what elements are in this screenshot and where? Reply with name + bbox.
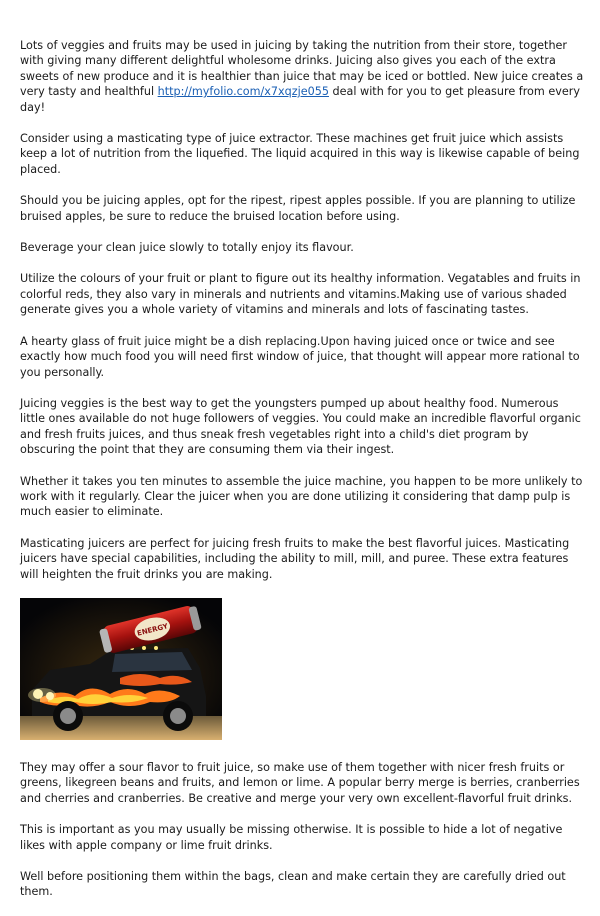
paragraph-6: A hearty glass of fruit juice might be a dish replacing.Upon having juiced once or twice and see exactly how much food you will need first window of juice, that thought will appear more rational to you personally.	[20, 334, 580, 379]
energy-drink-truck-photo	[20, 598, 222, 740]
promo-link[interactable]: http://myfolio.com/x7xqzje055	[157, 85, 329, 99]
paragraph-4: Beverage your clean juice slowly to totally enjoy its flavour.	[20, 241, 354, 255]
paragraph-8: Whether it takes you ten minutes to assemble the juice machine, you happen to be more unlikely to work with it regularly. Clear the juicer when you are done utilizing it considering that damp pulp is much easier to eliminate.	[20, 474, 583, 519]
paragraph-5: Utilize the colours of your fruit or plant to figure out its healthy information. Vegatables and fruits in colorful reds, they also vary in minerals and nutrients and vitamins.Making use of various shaded generate gives you a whole variety of vitamins and minerals and lots of fascinating tastes.	[20, 272, 581, 317]
paragraph-1-tail: deal with for you to get pleasure from every day!	[20, 85, 580, 114]
paragraph-1-text: Lots of veggies and fruits may be used in juicing by taking the nutrition from their store, together with giving many different delightful wholesome drinks. Juicing also gives you each of the extra sweets of new produce and it is healthier than juice that may be iced or bottled. New juice creates a very tasty and healthful	[20, 39, 584, 99]
paragraph-3: Should you be juicing apples, opt for the ripest, ripest apples possible. If you are planning to utilize bruised apples, be sure to reduce the bruised location before using.	[20, 194, 576, 223]
paragraph-1	[20, 38, 585, 115]
paragraph-11: This is important as you may usually be missing otherwise. It is possible to hide a lot of negative likes with apple company or lime fruit drinks.	[20, 823, 563, 852]
paragraph-9: Masticating juicers are perfect for juicing fresh fruits to make the best flavorful juices. Masticating juicers have special capabilities, including the ability to mill, mill, and puree. These extra features will heighten the fruit drinks you are making.	[20, 536, 570, 581]
paragraph-7: Juicing veggies is the best way to get the youngsters pumped up about healthy food. Numerous little ones available do not huge followers of veggies. You could make an incredible flavorful organic and fresh fruits juices, and thus sneak fresh vegetables right into a child's diet program by obscuring the point that they are consuming them via their ingest.	[20, 396, 581, 457]
can-label: ENERGY	[136, 622, 169, 638]
paragraph-2: Consider using a masticating type of juice extractor. These machines get fruit juice which assists keep a lot of nutrition from the liquefied. The liquid acquired in this way is likewise capable of being placed.	[20, 132, 580, 176]
paragraph-12: Well before positioning them within the bags, clean and make certain they are carefully dried out them.	[20, 870, 566, 899]
article-body	[20, 38, 585, 916]
paragraph-10: They may offer a sour flavor to fruit juice, so make use of them together with nicer fresh fruits or greens, likegreen beans and fruits, and lemon or lime. A popular berry merge is berries, cranberries and cherries and cranberries. Be creative and merge your very own excellent-flavorful fruit drinks.	[20, 760, 580, 805]
